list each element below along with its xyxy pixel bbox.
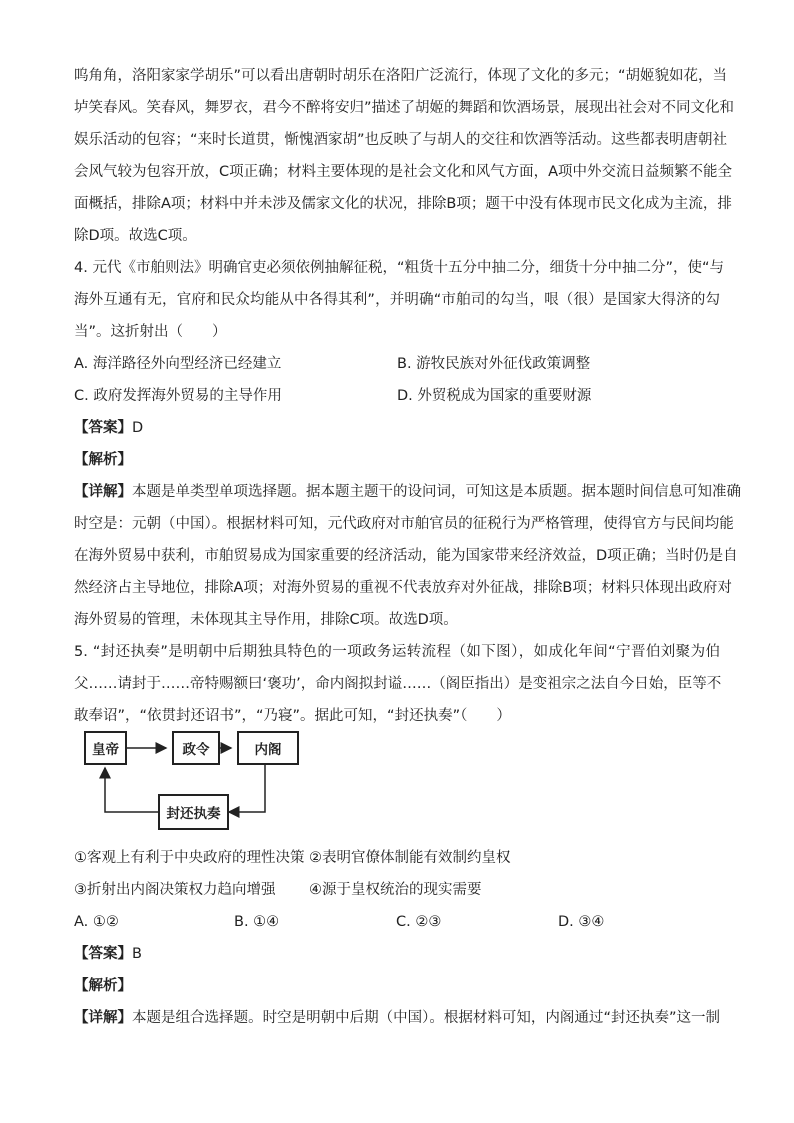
q5-analysis-tag: 【解析】 — [74, 978, 132, 994]
diagram-box-cabinet: 内阁 — [237, 731, 299, 765]
q4-option-a: A. 海洋路径外向型经济已经建立 — [74, 356, 282, 372]
statement-4: ④源于皇权统治的现实需要 — [309, 882, 482, 898]
statement-3: ③折射出内阁决策权力趋向增强 — [74, 882, 276, 898]
q5-answer — [74, 944, 720, 964]
answer-tag: 【答案】 — [74, 420, 132, 436]
q5-option-a: A. ①② — [74, 914, 119, 930]
statement-2: ②表明官僚体制能有效制约皇权 — [309, 850, 511, 866]
answer-value: B — [132, 946, 142, 962]
q5-option-d: D. ③④ — [558, 914, 605, 930]
q5-detail — [74, 1008, 720, 1028]
q4-detail: 在海外贸易中获利，市舶贸易成为国家重要的经济活动，能为国家带来经济效益，D项正确；当时仍是自 — [74, 548, 738, 564]
text-line: 会风气较为包容开放，C项正确；材料主要体现的是社会文化和风气方面，A项中外交流日益频繁不能全 — [74, 164, 733, 180]
q4-option-c: C. 政府发挥海外贸易的主导作用 — [74, 388, 282, 404]
detail-tag: 【详解】 — [74, 1010, 133, 1026]
q5-option-b: B. ①④ — [234, 914, 280, 930]
question-5-stem: 敢奉诏”，“依贯封还诏书”，“乃寝”。据此可知，“封还执奏”（ ） — [74, 708, 511, 724]
question-4-stem: 当”。这折射出（ ） — [74, 324, 227, 340]
q4-option-b: B. 游牧民族对外征伐政策调整 — [397, 356, 591, 372]
text-line: 娱乐活动的包容；“来时长道贯，惭愧酒家胡”也反映了与胡人的交往和饮酒等活动。这些都表明唐朝社 — [74, 132, 728, 148]
arrow-return-to-emperor — [105, 768, 158, 812]
diagram-box-return: 封还执奏 — [158, 794, 229, 830]
question-4-stem: 海外互通有无，官府和民众均能从中各得其利”，并明确“市舶司的勾当，哏（很）是国家大得济的勾 — [74, 292, 720, 308]
detail-text: 本题是组合选择题。时空是明朝中后期（中国）。根据材料可知，内阁通过“封还执奏”这一制 — [132, 1010, 721, 1026]
q4-option-d: D. 外贸税成为国家的重要财源 — [397, 388, 592, 404]
q4-analysis-tag: 【解析】 — [74, 452, 132, 468]
answer-value: D — [132, 420, 144, 436]
text-line: 除D项。故选C项。 — [74, 228, 197, 244]
question-4-stem: 4. 元代《市舶则法》明确官吏必须依例抽解征税，“粗货十五分中抽二分，细货十分中抽二分”，使“与 — [74, 260, 724, 276]
statement-1: ①客观上有利于中央政府的理性决策 — [74, 850, 305, 866]
question-5-stem: 父……请封于……帝特赐额曰‘褒功’，命内阁拟封谥……（阁臣指出）是变祖宗之法自今日始，臣等不 — [74, 676, 722, 692]
text-line: 面概括，排除A项；材料中并未涉及儒家文化的状况，排除B项；题干中没有体现市民文化成为主流，排 — [74, 196, 732, 212]
detail-tag: 【详解】 — [74, 484, 132, 500]
q4-detail: 海外贸易的管理，未体现其主导作用，排除C项。故选D项。 — [74, 612, 458, 628]
answer-tag: 【答案】 — [74, 946, 132, 962]
q4-detail: 时空是：元朝（中国）。根据材料可知，元代政府对市舶官员的征税行为严格管理，使得官方与民间均能 — [74, 516, 734, 532]
text-line: 垆笑春风。笑春风，舞罗衣，君今不醉将安归”描述了胡姬的舞蹈和饮酒场景，展现出社会对不同文化和 — [74, 100, 735, 116]
diagram-box-emperor: 皇帝 — [84, 731, 127, 765]
arrow-cabinet-to-return — [229, 765, 265, 812]
q4-detail: 然经济占主导地位，排除A项；对海外贸易的重视不代表放弃对外征战，排除B项；材料只体现出政府对 — [74, 580, 732, 596]
text-line: 呜角角，洛阳家家学胡乐”可以看出唐朝时胡乐在洛阳广泛流行，体现了文化的多元；“胡姬貌如花，当 — [74, 68, 728, 84]
diagram-box-decree: 政令 — [172, 731, 220, 765]
q5-option-c: C. ②③ — [396, 914, 442, 930]
detail-text: 本题是单类型单项选择题。据本题主题干的设问词，可知这是本质题。据本题时间信息可知准确 — [132, 484, 741, 500]
question-5-stem: 5. “封还执奏”是明朝中后期独具特色的一项政务运转流程（如下图），如成化年间“宁晋伯刘聚为伯 — [74, 644, 720, 660]
